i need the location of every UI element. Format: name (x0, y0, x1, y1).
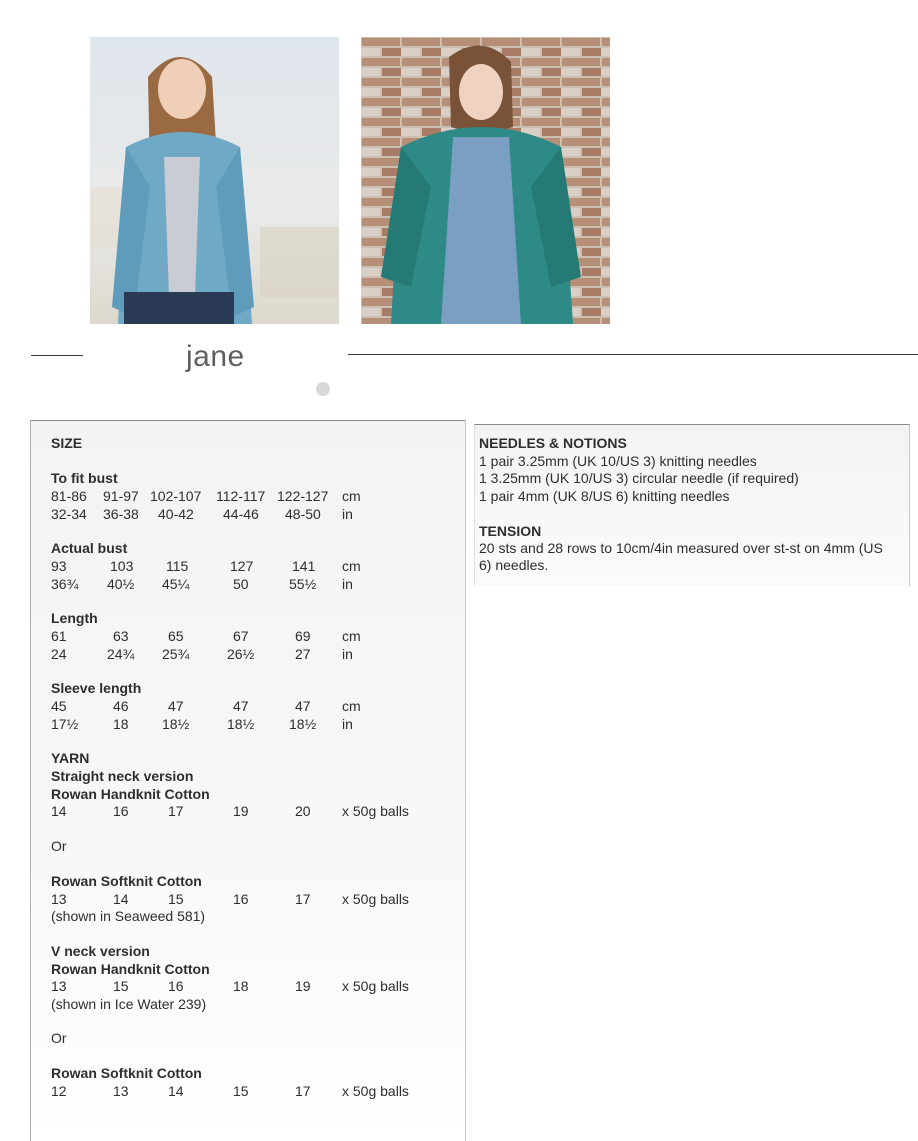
straight-softknit-2: 14 (113, 891, 129, 907)
length-cm-5: 69 (295, 628, 311, 644)
divider-right (348, 354, 918, 355)
actual-bust-cm-4: 127 (230, 558, 254, 574)
vneck-softknit-2: 13 (113, 1083, 129, 1099)
vneck-handknit-1: 13 (51, 978, 67, 994)
length-cm-4: 67 (233, 628, 249, 644)
vneck-handknit-name: Rowan Handknit Cotton (51, 961, 210, 977)
actual-bust-in-1: 36¾ (51, 576, 79, 592)
vneck-heading: V neck version (51, 943, 150, 959)
vneck-handknit-unit: x 50g balls (342, 978, 409, 994)
fit-bust-in-4: 44-46 (223, 506, 259, 522)
sleeve-cm-5: 47 (295, 698, 311, 714)
actual-bust-in-5: 55½ (289, 576, 317, 592)
sleeve-unit-cm: cm (342, 698, 361, 714)
fit-bust-cm-1: 81-86 (51, 488, 87, 504)
vneck-handknit-3: 16 (168, 978, 184, 994)
sleeve-label: Sleeve length (51, 680, 142, 696)
straight-softknit-3: 15 (168, 891, 184, 907)
vneck-softknit-3: 14 (168, 1083, 184, 1099)
straight-handknit-4: 19 (233, 803, 249, 819)
needles-item-1: 1 pair 3.25mm (UK 10/US 3) knitting needles (479, 453, 757, 469)
vneck-softknit-4: 15 (233, 1083, 249, 1099)
length-unit-in: in (342, 646, 353, 662)
actual-bust-unit-in: in (342, 576, 353, 592)
vneck-handknit-5: 19 (295, 978, 311, 994)
needles-heading: NEEDLES & NOTIONS (479, 435, 627, 451)
fit-bust-cm-4: 112-117 (216, 488, 266, 504)
fit-bust-unit-in: in (342, 506, 353, 522)
vneck-handknit-note: (shown in Ice Water 239) (51, 996, 207, 1012)
sleeve-in-4: 18½ (227, 716, 255, 732)
sleeve-cm-2: 46 (113, 698, 129, 714)
needles-item-3: 1 pair 4mm (UK 8/US 6) knitting needles (479, 488, 730, 504)
pattern-title: jane (186, 340, 245, 373)
divider-left (31, 355, 83, 356)
sleeve-cm-4: 47 (233, 698, 249, 714)
length-in-4: 26½ (227, 646, 255, 662)
sleeve-in-2: 18 (113, 716, 129, 732)
length-unit-cm: cm (342, 628, 361, 644)
fit-bust-cm-3: 102-107 (150, 488, 202, 504)
straight-handknit-2: 16 (113, 803, 129, 819)
length-cm-2: 63 (113, 628, 129, 644)
vneck-handknit-4: 18 (233, 978, 249, 994)
straight-handknit-3: 17 (168, 803, 184, 819)
straight-softknit-unit: x 50g balls (342, 891, 409, 907)
length-in-5: 27 (295, 646, 311, 662)
straight-handknit-1: 14 (51, 803, 67, 819)
fit-bust-cm-5: 122-127 (277, 488, 329, 504)
actual-bust-cm-1: 93 (51, 558, 67, 574)
length-in-3: 25¾ (162, 646, 190, 662)
straight-handknit-name: Rowan Handknit Cotton (51, 786, 210, 802)
actual-bust-in-3: 45¼ (162, 576, 190, 592)
photo-light-blue-cardigan (90, 37, 339, 324)
page-dot (316, 382, 330, 396)
vneck-softknit-unit: x 50g balls (342, 1083, 409, 1099)
needles-item-2: 1 3.25mm (UK 10/US 3) circular needle (if required) (479, 470, 799, 486)
yarn-heading: YARN (51, 750, 90, 766)
fit-bust-cm-2: 91-97 (103, 488, 139, 504)
fit-bust-label: To fit bust (51, 470, 118, 486)
length-cm-3: 65 (168, 628, 184, 644)
sleeve-cm-1: 45 (51, 698, 67, 714)
sleeve-in-5: 18½ (289, 716, 317, 732)
actual-bust-in-2: 40½ (107, 576, 135, 592)
vneck-handknit-2: 15 (113, 978, 129, 994)
vneck-softknit-5: 17 (295, 1083, 311, 1099)
vneck-softknit-name: Rowan Softknit Cotton (51, 1065, 202, 1081)
straight-softknit-note: (shown in Seaweed 581) (51, 908, 206, 924)
length-in-1: 24 (51, 646, 67, 662)
actual-bust-in-4: 50 (233, 576, 249, 592)
sleeve-in-3: 18½ (162, 716, 190, 732)
actual-bust-unit-cm: cm (342, 558, 361, 574)
straight-softknit-4: 16 (233, 891, 249, 907)
fit-bust-unit-cm: cm (342, 488, 361, 504)
photo-teal-cardigan (361, 37, 610, 324)
fit-bust-in-5: 48-50 (285, 506, 321, 522)
straight-handknit-5: 20 (295, 803, 311, 819)
fit-bust-in-2: 36-38 (103, 506, 139, 522)
fit-bust-in-3: 40-42 (158, 506, 194, 522)
straight-handknit-unit: x 50g balls (342, 803, 409, 819)
or-text-2: Or (51, 1030, 67, 1046)
size-heading: SIZE (51, 435, 83, 451)
actual-bust-cm-3: 115 (166, 558, 189, 574)
straight-softknit-1: 13 (51, 891, 67, 907)
fit-bust-in-1: 32-34 (51, 506, 87, 522)
sleeve-in-1: 17½ (51, 716, 79, 732)
straight-softknit-5: 17 (295, 891, 311, 907)
sleeve-cm-3: 47 (168, 698, 184, 714)
vneck-softknit-1: 12 (51, 1083, 67, 1099)
straight-softknit-name: Rowan Softknit Cotton (51, 873, 202, 889)
actual-bust-label: Actual bust (51, 540, 128, 556)
actual-bust-cm-5: 141 (292, 558, 316, 574)
length-label: Length (51, 610, 98, 626)
tension-text: 20 sts and 28 rows to 10cm/4in measured over st-st on 4mm (US 6) needles. (479, 540, 883, 573)
or-text-1: Or (51, 838, 67, 854)
sleeve-unit-in: in (342, 716, 353, 732)
actual-bust-cm-2: 103 (110, 558, 134, 574)
straight-neck-heading: Straight neck version (51, 768, 194, 784)
length-cm-1: 61 (51, 628, 67, 644)
tension-heading: TENSION (479, 523, 542, 539)
length-in-2: 24¾ (107, 646, 135, 662)
